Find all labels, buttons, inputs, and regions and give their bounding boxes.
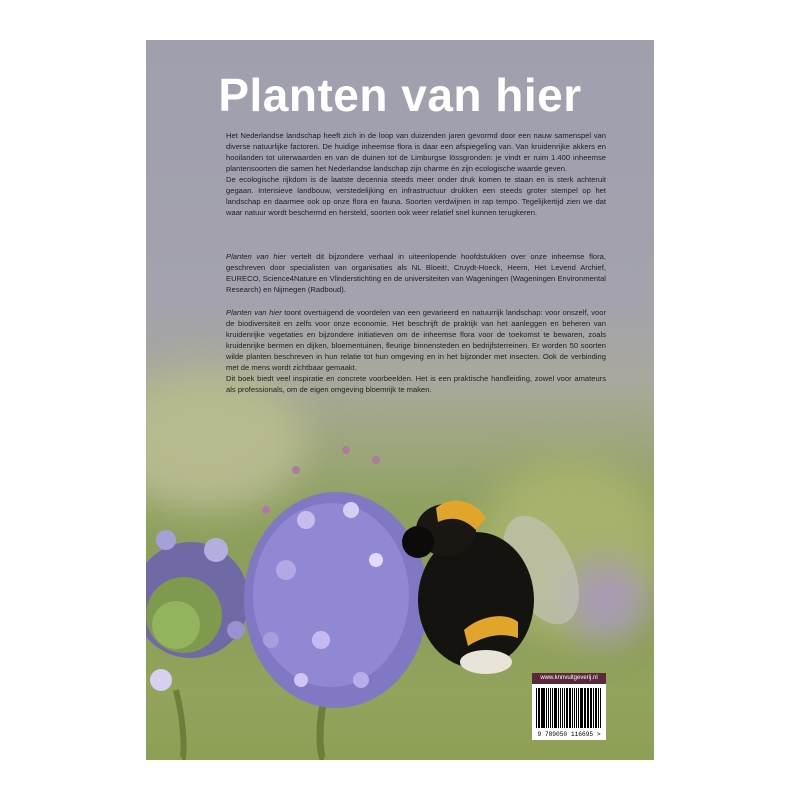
isbn-barcode	[532, 684, 606, 740]
isbn-number: 9 789050 116695 >	[537, 731, 601, 738]
publisher-url: www.knnvuitgeverij.nl	[532, 673, 606, 684]
paragraph-text: Dit boek biedt veel inspiratie en concrete voorbeelden. Het is een praktische handleiding, zowel voor amateurs als professionals, om de eigen omgeving bloemrijk te maken.	[226, 374, 606, 394]
paragraph-text: De ecologische rijkdom is de laatste decennia steeds meer onder druk komen te staan en is sterk achteruit gegaan. Intensieve landbouw, verstedelijking en infrastructuur drukken een steeds groter stempel op het landschap en daarmee ook op onze flora en fauna. Soorten verdwijnen in rap tempo. Tegelijkertijd zien we dat waar natuur wordt beschermd en hersteld, soorten ook weer relatief snel kunnen terugkeren.	[226, 175, 606, 217]
book-title: Planten van hier	[218, 69, 582, 121]
blurb-paragraph-3	[226, 251, 606, 295]
book-back-cover	[146, 40, 654, 760]
scabiosa-flower	[244, 446, 428, 708]
bumblebee	[402, 501, 595, 674]
left-flower	[146, 530, 249, 691]
book-title-italic: Planten van hier	[226, 308, 282, 317]
blurb-paragraph-4	[226, 307, 606, 395]
barcode-bars	[536, 688, 602, 728]
blurb-paragraph-1	[226, 130, 606, 218]
paragraph-text: Het Nederlandse landschap heeft zich in de loop van duizenden jaren gevormd door een nauw samenspel van diverse natuurlijke factoren. De huidige inheemse flora is daar een afspiegeling van. Van kruidenrijke akkers en hooilanden tot uiterwaarden en van de duinen tot de Limburgse lössgronden: je vindt er ruim 1.400 inheemse plantensoorten die samen het Nederlandse landschap zijn charme én zijn ecologische waarde geven.	[226, 131, 606, 173]
book-title-italic: Planten van hier	[226, 252, 287, 261]
paragraph-text: vertelt dit bijzondere verhaal in uiteenlopende hoofdstukken over onze inheemse flora, geschreven door specialisten van organisaties als NL Bloeit!, Cruydt-Hoeck, Heem, Het Levend Archief, EURECO, Science4Nature en Vlinderstichting en de universiteiten van Wageningen (Wageningen Environmental Research) en Nijmegen (Radboud).	[226, 252, 606, 294]
paragraph-text: toont overtuigend de voordelen van een gevarieerd en natuurrijk landschap: voor onszelf, voor de biodiversiteit en zelfs voor onze economie. Het beschrijft de praktijk van het aanleggen en beheren van kruidenrijke vegetaties en bijzondere initiatieven om de inheemse flora voor de toekomst te bewaren, zoals kruidenrijke bermen en dijken, bloementuinen, fleurige binnensteden en bedrijfsterreinen. Er worden 50 soorten wilde planten beschreven in hun relatie tot hun omgeving en in het bijzonder met insecten. Ook de verbinding met de mens wordt zichtbaar gemaakt.	[226, 308, 606, 372]
